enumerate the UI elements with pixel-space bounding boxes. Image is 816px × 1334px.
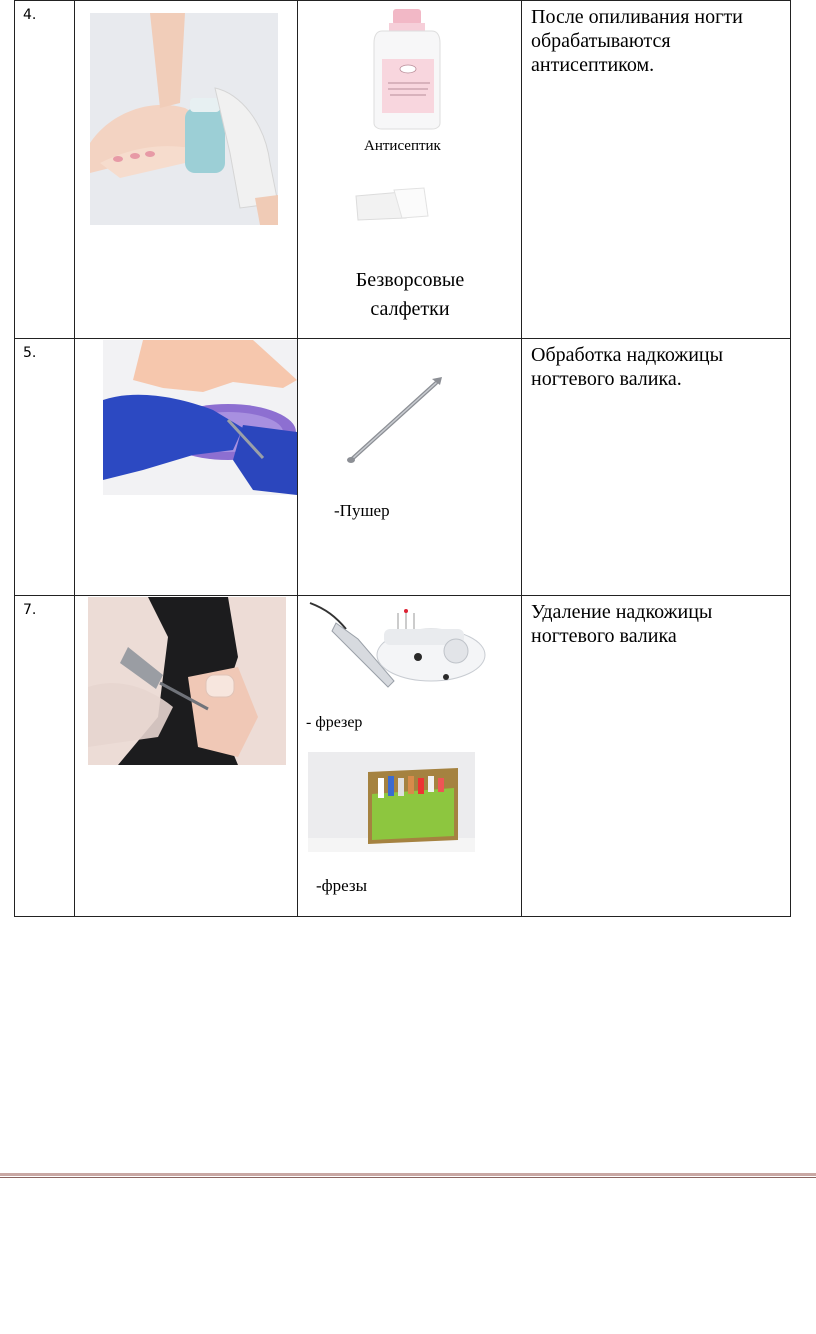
pusher-tool-image	[342, 375, 446, 467]
antiseptic-label: Антисептик	[364, 138, 441, 154]
table-row	[15, 1, 791, 339]
table-row	[15, 339, 791, 596]
step-description: Удаление надкожицы ногтевого валика	[531, 601, 713, 647]
step-number-cell	[15, 339, 75, 596]
description-cell	[522, 339, 791, 596]
photo-cell	[75, 596, 298, 917]
page-footer-rule	[0, 1173, 816, 1176]
pusher-label: -Пушер	[334, 501, 390, 520]
step-number: 4.	[23, 7, 37, 23]
page-footer-rule-thin	[0, 1177, 816, 1178]
drill-machine-label: - фрезер	[306, 714, 363, 731]
table-row	[15, 596, 791, 917]
cuticle-pushing-photo	[103, 340, 297, 495]
tools-cell	[298, 1, 522, 339]
step-description: Обработка надкожицы ногтевого валика.	[531, 344, 724, 390]
cuticle-removal-photo	[88, 597, 286, 765]
tools-cell	[298, 339, 522, 596]
lint-free-wipes-label	[298, 266, 522, 324]
antiseptic-bottle-image	[342, 7, 476, 131]
photo-cell	[75, 339, 298, 596]
drill-bits-stand-image	[308, 752, 475, 852]
drill-bits-label: -фрезы	[316, 876, 368, 895]
step-number-cell	[15, 596, 75, 917]
description-cell	[522, 1, 791, 339]
lint-free-wipes-label-text: Безворсовые салфетки	[355, 269, 465, 320]
procedure-table	[14, 0, 791, 917]
step-number: 7.	[23, 602, 37, 618]
step-description: После опиливания ногти обрабатываются антисептиком.	[531, 6, 743, 76]
lint-free-wipes-image	[352, 184, 432, 224]
nail-drill-machine-image	[306, 599, 486, 691]
photo-cell	[75, 1, 298, 339]
step-number-cell	[15, 1, 75, 339]
antiseptic-hands-photo	[90, 13, 278, 225]
description-cell	[522, 596, 791, 917]
step-number: 5.	[23, 345, 37, 361]
tools-cell	[298, 596, 522, 917]
